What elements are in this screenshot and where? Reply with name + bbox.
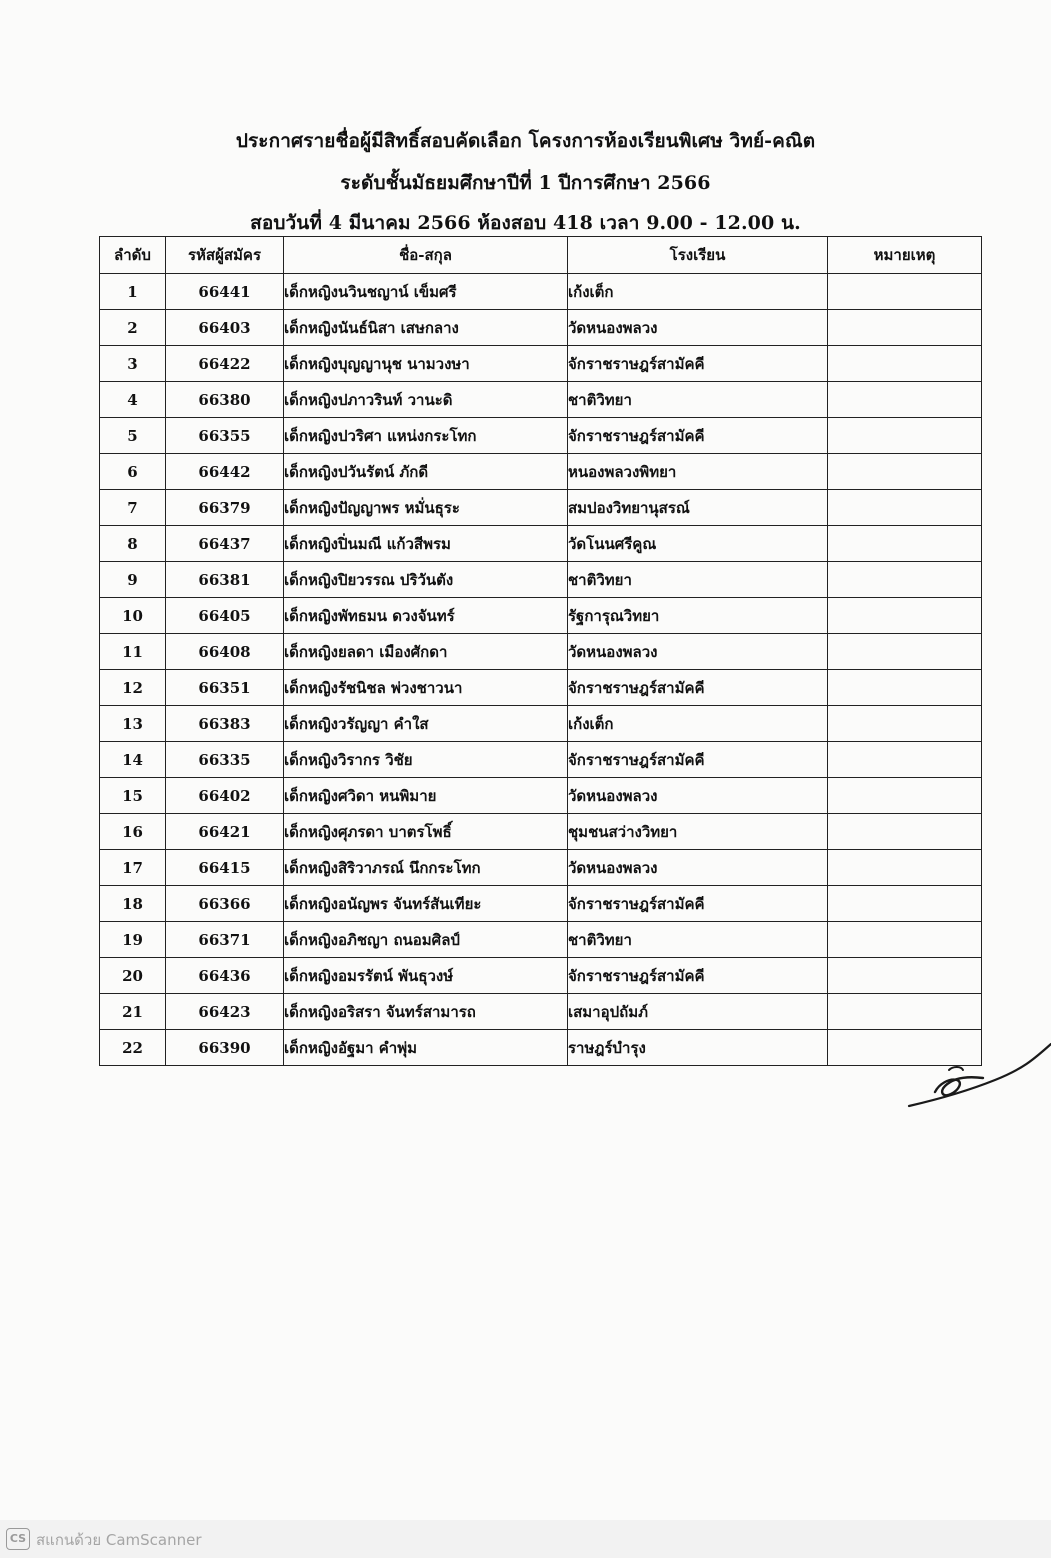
- row-number: 11: [100, 634, 166, 670]
- school-name: จักราชราษฎร์สามัคคี: [568, 346, 828, 382]
- table-row: [100, 706, 982, 742]
- row-number: 6: [100, 454, 166, 490]
- applicant-id: 66383: [166, 706, 284, 742]
- applicant-id: 66380: [166, 382, 284, 418]
- table-row: [100, 958, 982, 994]
- table-row: [100, 778, 982, 814]
- school-name: วัดหนองพลวง: [568, 778, 828, 814]
- school-name: ชาติวิทยา: [568, 382, 828, 418]
- row-number: 3: [100, 346, 166, 382]
- student-name: เด็กหญิงปัญญาพร หมั่นธุระ: [284, 490, 568, 526]
- column-header-id: รหัสผู้สมัคร: [166, 237, 284, 274]
- row-number: 9: [100, 562, 166, 598]
- student-name: เด็กหญิงปิ่นมณี แก้วสีพรม: [284, 526, 568, 562]
- applicant-id: 66355: [166, 418, 284, 454]
- table-row: [100, 526, 982, 562]
- table-row: [100, 814, 982, 850]
- school-name: เก้งเต็ก: [568, 274, 828, 310]
- column-header-name: ชื่อ-สกุล: [284, 237, 568, 274]
- column-header-school: โรงเรียน: [568, 237, 828, 274]
- school-name: สมปองวิทยานุสรณ์: [568, 490, 828, 526]
- row-number: 4: [100, 382, 166, 418]
- student-name: เด็กหญิงอริสรา จันทร์สามารถ: [284, 994, 568, 1030]
- applicant-id: 66441: [166, 274, 284, 310]
- table-body: [100, 274, 982, 1066]
- student-name: เด็กหญิงปวริศา แหน่งกระโทก: [284, 418, 568, 454]
- table-row: [100, 850, 982, 886]
- document-subtitle: ระดับชั้นมัธยมศึกษาปีที่ 1 ปีการศึกษา 2566: [340, 172, 711, 194]
- row-number: 14: [100, 742, 166, 778]
- school-name: ราษฎร์บำรุง: [568, 1030, 828, 1066]
- student-name: เด็กหญิงอนัญพร จันทร์สันเทียะ: [284, 886, 568, 922]
- applicant-id: 66379: [166, 490, 284, 526]
- scanner-footer: [0, 1520, 1051, 1558]
- remarks-cell: [828, 922, 982, 958]
- applicant-id: 66381: [166, 562, 284, 598]
- school-name: เก้งเต็ก: [568, 706, 828, 742]
- table-row: [100, 670, 982, 706]
- student-name: เด็กหญิงปิยวรรณ ปริวันตัง: [284, 562, 568, 598]
- row-number: 19: [100, 922, 166, 958]
- scanner-watermark-text: สแกนด้วย CamScanner: [36, 1531, 202, 1549]
- school-name: วัดหนองพลวง: [568, 850, 828, 886]
- applicant-id: 66371: [166, 922, 284, 958]
- student-name: เด็กหญิงวิรากร วิชัย: [284, 742, 568, 778]
- exam-details: สอบวันที่ 4 มีนาคม 2566 ห้องสอบ 418 เวลา 9.00 - 12.00 น.: [250, 212, 801, 234]
- applicant-id: 66442: [166, 454, 284, 490]
- table-row: [100, 418, 982, 454]
- remarks-cell: [828, 382, 982, 418]
- remarks-cell: [828, 526, 982, 562]
- student-name: เด็กหญิงปวันรัตน์ ภักดี: [284, 454, 568, 490]
- remarks-cell: [828, 994, 982, 1030]
- remarks-cell: [828, 850, 982, 886]
- table-row: [100, 598, 982, 634]
- applicant-id: 66437: [166, 526, 284, 562]
- row-number: 21: [100, 994, 166, 1030]
- candidate-table: [99, 236, 982, 1066]
- remarks-cell: [828, 670, 982, 706]
- table-row: [100, 886, 982, 922]
- school-name: จักราชราษฎร์สามัคคี: [568, 886, 828, 922]
- table-row: [100, 1030, 982, 1066]
- row-number: 7: [100, 490, 166, 526]
- school-name: จักราชราษฎร์สามัคคี: [568, 742, 828, 778]
- remarks-cell: [828, 490, 982, 526]
- school-name: ชาติวิทยา: [568, 922, 828, 958]
- row-number: 15: [100, 778, 166, 814]
- applicant-id: 66402: [166, 778, 284, 814]
- row-number: 5: [100, 418, 166, 454]
- remarks-cell: [828, 886, 982, 922]
- row-number: 20: [100, 958, 166, 994]
- applicant-id: 66335: [166, 742, 284, 778]
- remarks-cell: [828, 814, 982, 850]
- student-name: เด็กหญิงสิริวาภรณ์ นึกกระโทก: [284, 850, 568, 886]
- school-name: จักราชราษฎร์สามัคคี: [568, 958, 828, 994]
- remarks-cell: [828, 274, 982, 310]
- school-name: ชุมชนสว่างวิทยา: [568, 814, 828, 850]
- student-name: เด็กหญิงศวิดา หนพิมาย: [284, 778, 568, 814]
- school-name: วัดหนองพลวง: [568, 310, 828, 346]
- table-row: [100, 382, 982, 418]
- remarks-cell: [828, 778, 982, 814]
- row-number: 13: [100, 706, 166, 742]
- remarks-cell: [828, 454, 982, 490]
- applicant-id: 66436: [166, 958, 284, 994]
- row-number: 22: [100, 1030, 166, 1066]
- row-number: 12: [100, 670, 166, 706]
- remarks-cell: [828, 598, 982, 634]
- remarks-cell: [828, 742, 982, 778]
- student-name: เด็กหญิงปภาวรินท์ วานะดิ: [284, 382, 568, 418]
- table-row: [100, 310, 982, 346]
- applicant-id: 66351: [166, 670, 284, 706]
- table-row: [100, 490, 982, 526]
- school-name: วัดโนนศรีคูณ: [568, 526, 828, 562]
- table-row: [100, 274, 982, 310]
- row-number: 16: [100, 814, 166, 850]
- school-name: จักราชราษฎร์สามัคคี: [568, 670, 828, 706]
- applicant-id: 66405: [166, 598, 284, 634]
- remarks-cell: [828, 346, 982, 382]
- student-name: เด็กหญิงอัฐมา คำพุ่ม: [284, 1030, 568, 1066]
- student-name: เด็กหญิงศุภรดา บาตรโพธิ์: [284, 814, 568, 850]
- school-name: ชาติวิทยา: [568, 562, 828, 598]
- row-number: 2: [100, 310, 166, 346]
- applicant-id: 66423: [166, 994, 284, 1030]
- applicant-id: 66422: [166, 346, 284, 382]
- student-name: เด็กหญิงรัชนิชล พ่วงชาวนา: [284, 670, 568, 706]
- table-row: [100, 562, 982, 598]
- remarks-cell: [828, 634, 982, 670]
- student-name: เด็กหญิงนันธ์นิสา เสษกลาง: [284, 310, 568, 346]
- remarks-cell: [828, 310, 982, 346]
- remarks-cell: [828, 958, 982, 994]
- column-header-note: หมายเหตุ: [828, 237, 982, 274]
- student-name: เด็กหญิงพัทธมน ดวงจันทร์: [284, 598, 568, 634]
- school-name: เสมาอุปถัมภ์: [568, 994, 828, 1030]
- row-number: 17: [100, 850, 166, 886]
- row-number: 18: [100, 886, 166, 922]
- table-row: [100, 346, 982, 382]
- remarks-cell: [828, 706, 982, 742]
- row-number: 1: [100, 274, 166, 310]
- school-name: วัดหนองพลวง: [568, 634, 828, 670]
- remarks-cell: [828, 418, 982, 454]
- student-name: เด็กหญิงอภิชญา ถนอมศิลป์: [284, 922, 568, 958]
- document-title: ประกาศรายชื่อผู้มีสิทธิ์สอบคัดเลือก โครงการห้องเรียนพิเศษ วิทย์-คณิต: [235, 130, 816, 152]
- applicant-id: 66408: [166, 634, 284, 670]
- row-number: 10: [100, 598, 166, 634]
- table-row: [100, 994, 982, 1030]
- table-row: [100, 454, 982, 490]
- school-name: รัฐการุณวิทยา: [568, 598, 828, 634]
- row-number: 8: [100, 526, 166, 562]
- signature-icon: [905, 1040, 1051, 1112]
- applicant-id: 66415: [166, 850, 284, 886]
- school-name: จักราชราษฎร์สามัคคี: [568, 418, 828, 454]
- applicant-id: 66366: [166, 886, 284, 922]
- table-row: [100, 742, 982, 778]
- school-name: หนองพลวงพิทยา: [568, 454, 828, 490]
- student-name: เด็กหญิงยลดา เมืองศักดา: [284, 634, 568, 670]
- table-row: [100, 634, 982, 670]
- table-header-row: [100, 237, 982, 274]
- student-name: เด็กหญิงบุญญานุช นามวงษา: [284, 346, 568, 382]
- applicant-id: 66390: [166, 1030, 284, 1066]
- column-header-no: ลำดับ: [100, 237, 166, 274]
- student-name: เด็กหญิงอมรรัตน์ พันธุวงษ์: [284, 958, 568, 994]
- table-row: [100, 922, 982, 958]
- remarks-cell: [828, 562, 982, 598]
- camscanner-logo-icon: CS: [6, 1528, 30, 1550]
- student-name: เด็กหญิงวรัญญา คำใส: [284, 706, 568, 742]
- applicant-id: 66403: [166, 310, 284, 346]
- applicant-id: 66421: [166, 814, 284, 850]
- student-name: เด็กหญิงนวินชญาน์ เข็มศรี: [284, 274, 568, 310]
